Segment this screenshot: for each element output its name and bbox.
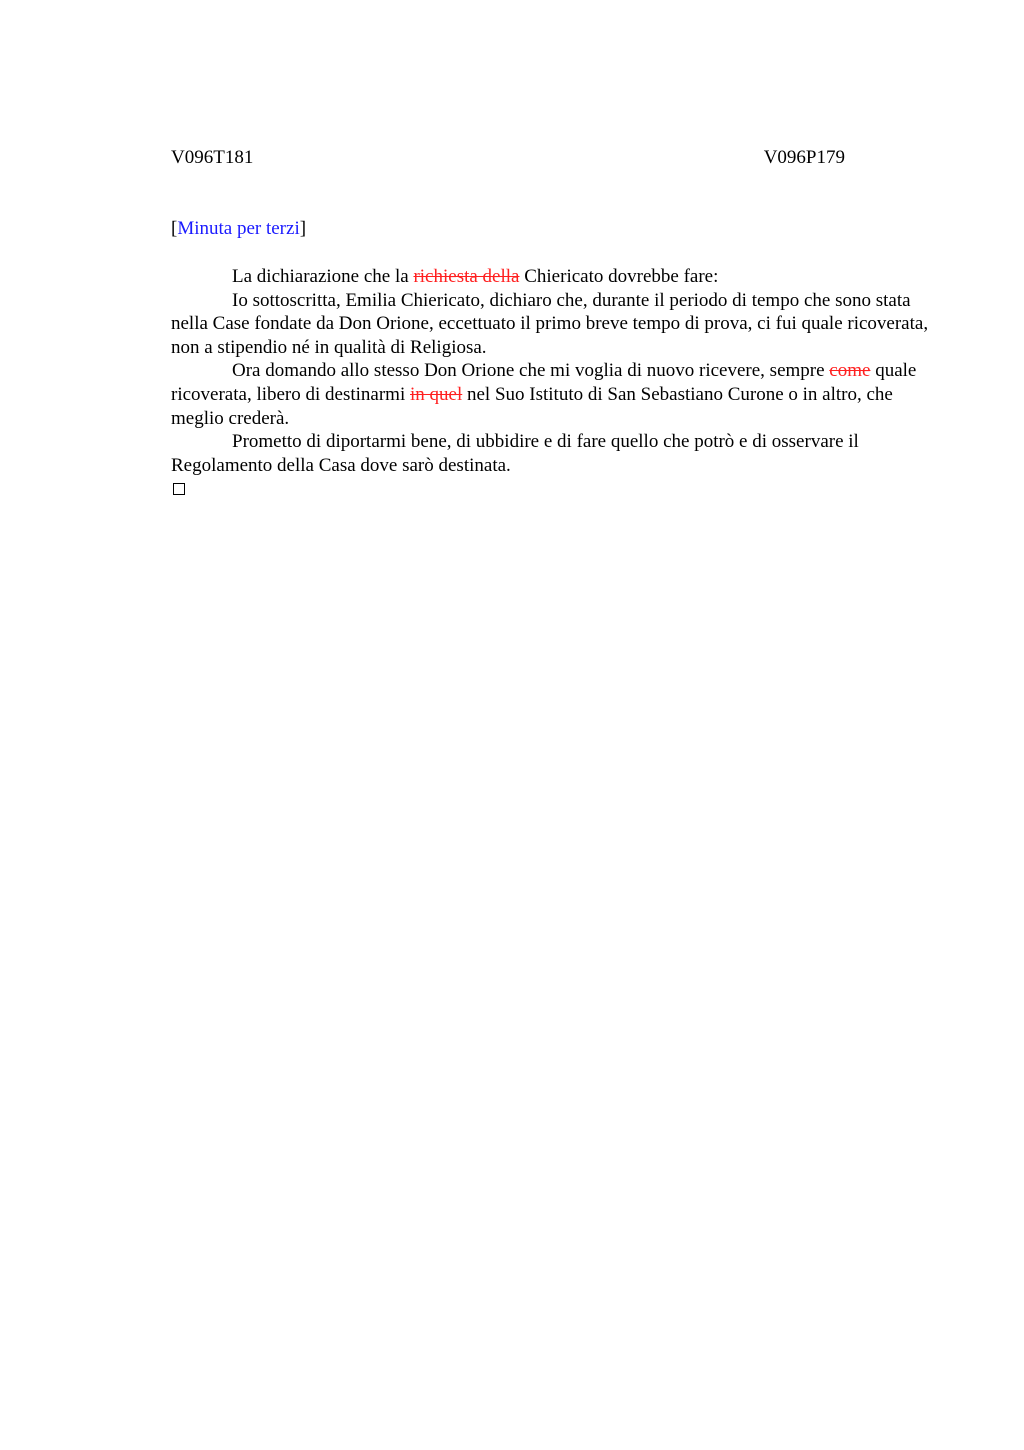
document-body [171,265,929,477]
editorial-heading [171,216,306,242]
header-right-code: V096P179 [763,147,845,168]
paragraph-3-text-b: quale ricoverata, libero di destinarmi [171,360,917,405]
paragraph-4: Prometto di diportarmi bene, di ubbidire e di fare quello che potrò e di osservare il Regolamento della Casa dove sarò destinata. [171,431,859,476]
paragraph-1-text-b: Chiericato dovrebbe fare: [519,266,719,287]
deleted-text: richiesta della [413,266,520,287]
paragraph-3-text-a: Ora domando allo stesso Don Orione che mi voglia di nuovo ricevere, sempre [232,360,830,382]
deleted-text: come [829,360,871,382]
header-left-code: V096T181 [171,147,254,168]
paragraph-1-text-a: La dichiarazione che la [232,266,414,287]
paragraph-2: Io sottoscritta, Emilia Chiericato, dichiaro che, durante il periodo di tempo che sono stata nella Case fondate da Don Orione, eccettuato il primo breve tempo di prova, ci fui quale ricoverata, non a stipendio né in qualità di Religiosa. [171,289,929,358]
heading-close-bracket: ] [299,218,307,239]
heading-label: Minuta per terzi [177,218,300,239]
paragraph-3 [171,359,929,430]
deleted-text: in quel [410,383,463,405]
paragraph-3-text-c: nel Suo Istituto di San Sebastiano Curone o in altro, che meglio crederà. [171,383,893,429]
document-header [171,145,845,171]
paragraph-1 [171,265,929,289]
heading-open-bracket: [ [171,218,178,239]
empty-square-icon [173,483,185,495]
